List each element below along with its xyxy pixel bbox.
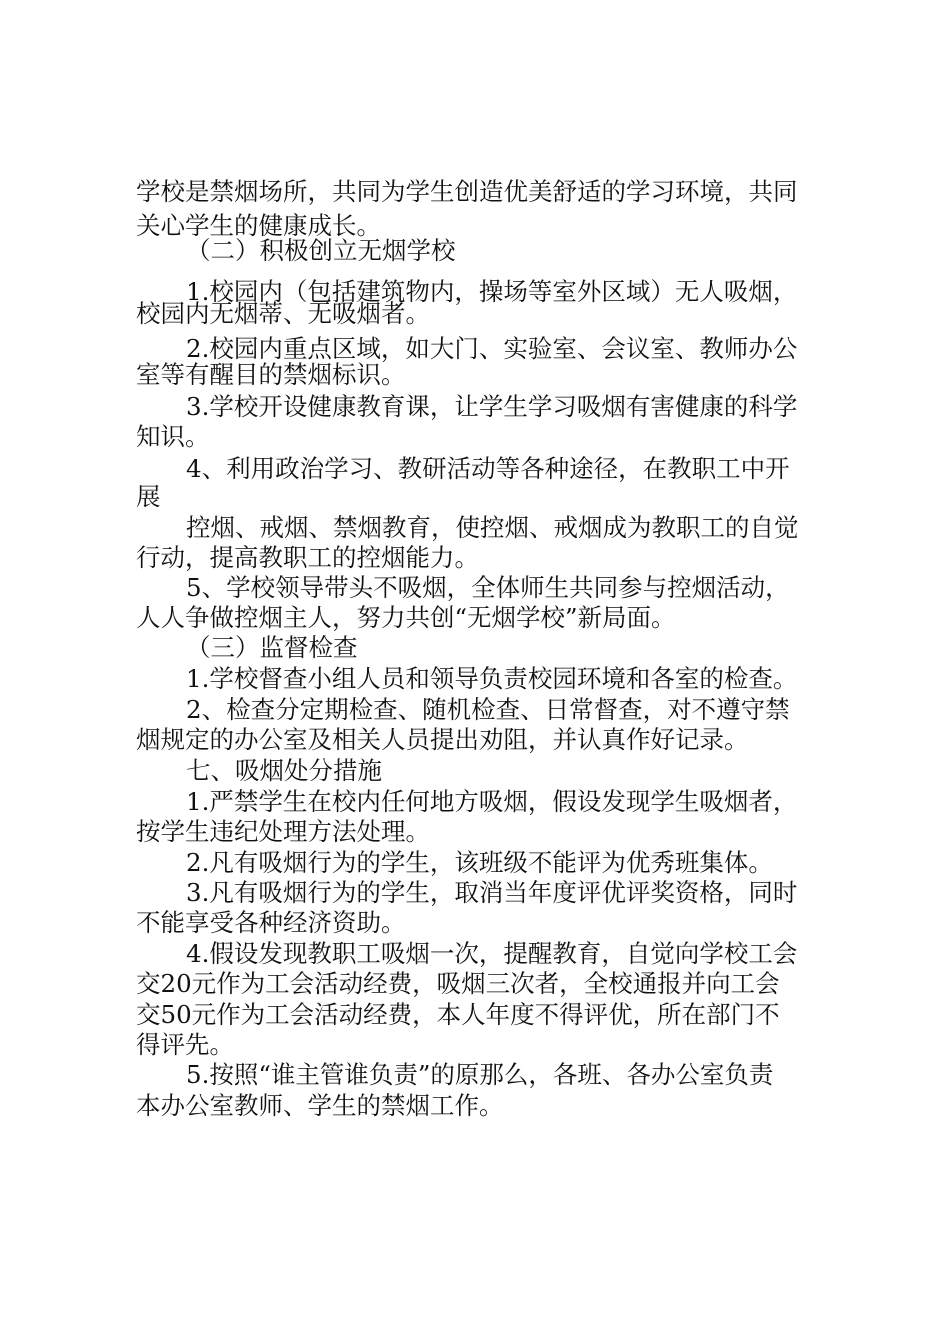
- text-line: 展: [136, 482, 161, 511]
- section-heading: （二）积极创立无烟学校: [186, 236, 456, 265]
- text-line: 2.凡有吸烟行为的学生，该班级不能评为优秀班集体。: [186, 848, 773, 877]
- text-line: 4.假设发现教职工吸烟一次，提醒教育，自觉向学校工会: [186, 939, 798, 968]
- text-line: 5、学校领导带头不吸烟，全体师生共同参与控烟活动，: [186, 573, 790, 602]
- text-line: 知识。: [136, 422, 210, 451]
- text-line: 按学生违纪处理方法处理。: [136, 817, 430, 846]
- text-line: 3.凡有吸烟行为的学生，取消当年度评优评奖资格，同时: [186, 878, 798, 907]
- text-line: 人人争做控烟主人，努力共创“无烟学校”新局面。: [136, 603, 676, 632]
- text-line: 关心学生的健康成长。: [136, 211, 381, 240]
- text-line: 1.校园内（包括建筑物内，操场等室外区域）无人吸烟，: [186, 277, 798, 306]
- text-line: 控烟、戒烟、禁烟教育，使控烟、戒烟成为教职工的自觉: [186, 513, 799, 542]
- text-line: 得评先。: [136, 1030, 234, 1059]
- section-heading: （三）监督检查: [186, 633, 358, 662]
- text-line: 学校是禁烟场所，共同为学生创造优美舒适的学习环境，共同: [136, 177, 798, 206]
- text-line: 3.学校开设健康教育课，让学生学习吸烟有害健康的科学: [186, 392, 798, 421]
- text-line: 室等有醒目的禁烟标识。: [136, 360, 406, 389]
- text-line: 校园内无烟蒂、无吸烟者。: [136, 299, 430, 328]
- text-line: 本办公室教师、学生的禁烟工作。: [136, 1091, 504, 1120]
- text-line: 烟规定的办公室及相关人员提出劝阻，并认真作好记录。: [136, 725, 749, 754]
- text-line: 1.严禁学生在校内任何地方吸烟，假设发现学生吸烟者，: [186, 787, 798, 816]
- text-line: 交20元作为工会活动经费，吸烟三次者，全校通报并向工会: [136, 969, 780, 998]
- text-line: 不能享受各种经济资助。: [136, 908, 406, 937]
- text-line: 1.学校督查小组人员和领导负责校园环境和各室的检查。: [186, 664, 798, 693]
- text-line: 交50元作为工会活动经费，本人年度不得评优，所在部门不: [136, 1000, 780, 1029]
- text-line: 5.按照“谁主管谁负责”的原那么，各班、各办公室负责: [186, 1060, 774, 1089]
- section-heading: 七、吸烟处分措施: [186, 756, 382, 785]
- text-line: 4、利用政治学习、教研活动等各种途径，在教职工中开: [186, 454, 790, 483]
- text-line: 行动，提高教职工的控烟能力。: [136, 543, 479, 572]
- text-line: 2、检查分定期检查、随机检查、日常督查，对不遵守禁: [186, 695, 790, 724]
- text-line: 2.校园内重点区域，如大门、实验室、会议室、教师办公: [186, 334, 798, 363]
